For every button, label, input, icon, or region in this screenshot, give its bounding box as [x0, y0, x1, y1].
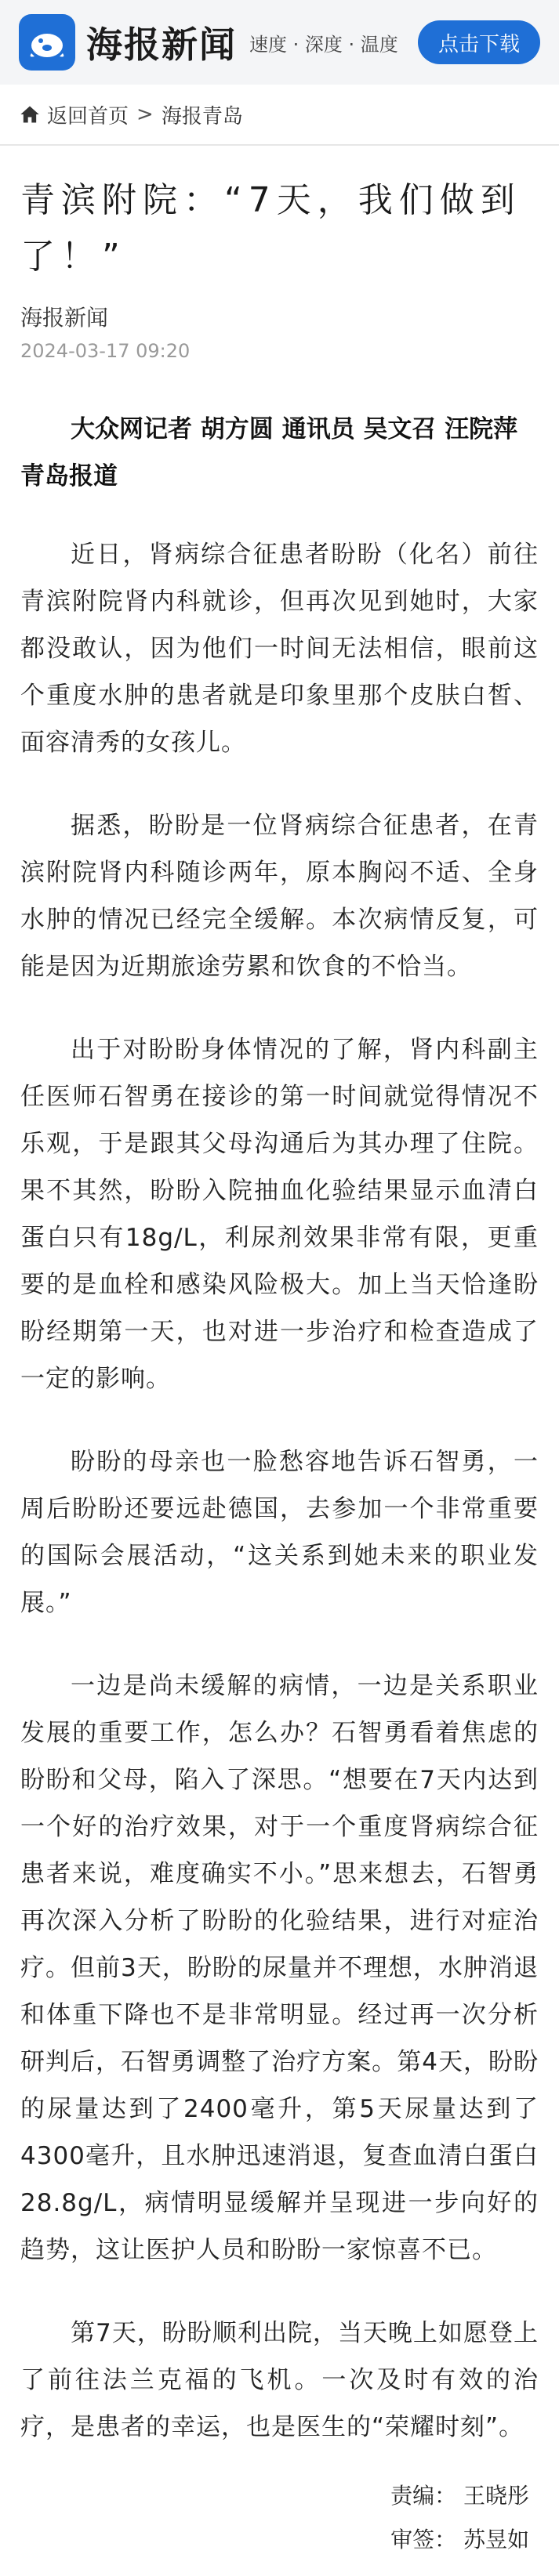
article-paragraph: 盼盼的母亲也一脸愁容地告诉石智勇，一周后盼盼还要远赴德国，去参加一个非常重要的国际会展活动，“这关系到她未来的职业发展。” — [20, 1448, 539, 1617]
article-paragraph: 一边是尚未缓解的病情，一边是关系职业发展的重要工作，怎么办？石智勇看着焦虑的盼盼和父母，陷入了深思。“想要在7天内达到一个好的治疗效果，对于一个重度肾病综合征患者来说，难度确实不小。”思来想去，石智勇再次深入分析了盼盼的化验结果，进行对症治疗。但前3天，盼盼的尿量并不理想，水肿消退和体重下降也不是非常明显。经过再一次分析研判后，石智勇调整了治疗方案。第4天，盼盼的尿量达到了2400毫升，第5天尿量达到了4300毫升，且水肿迅速消退，复查血清白蛋白28.8g/L，病情明显缓解并呈现进一步向好的趋势，这让医护人员和盼盼一家惊喜不已。 — [20, 1672, 539, 2264]
article-date: 2024-03-17 09:20 — [20, 340, 191, 362]
app-banner — [0, 0, 559, 85]
byline-dateline: 青岛报道 — [20, 462, 118, 490]
breadcrumb-channel-link[interactable]: 海报青岛 — [161, 104, 243, 128]
article-paragraph: 第7天，盼盼顺利出院，当天晚上如愿登上了前往法兰克福的飞机。一次及时有效的治疗，是患者的幸运，也是医生的“荣耀时刻”。 — [20, 2319, 539, 2441]
breadcrumb — [0, 85, 559, 146]
reviewer-credit: 审签： 苏昱如 — [390, 2527, 529, 2552]
breadcrumb-separator: > — [136, 103, 154, 126]
article-paragraph: 近日，肾病综合征患者盼盼（化名）前往青滨附院肾内科就诊，但再次见到她时，大家都没敢认，因为他们一时间无法相信，眼前这个重度水肿的患者就是印象里那个皮肤白皙、面容清秀的女孩儿。 — [20, 541, 539, 757]
download-app-button[interactable]: 点击下载 — [418, 20, 540, 64]
article-paragraph: 据悉，盼盼是一位肾病综合征患者，在青滨附院肾内科随诊两年，原本胸闷不适、全身水肿的情况已经完全缓解。本次病情反复，可能是因为近期旅途劳累和饮食的不恰当。 — [20, 812, 539, 981]
article-byline — [20, 406, 539, 500]
editor-credit: 责编： 王晓彤 — [390, 2483, 529, 2509]
article — [0, 172, 559, 2562]
app-brand-name: 海报新闻 — [86, 24, 237, 66]
byline-reporters: 大众网记者 胡方圆 通讯员 吴文召 汪院萍 — [71, 415, 518, 443]
breadcrumb-home-link[interactable]: 返回首页 — [47, 104, 129, 128]
article-title: 青滨附院：“7天，我们做到了！” — [20, 180, 521, 277]
home-icon[interactable] — [19, 103, 41, 125]
article-credits — [20, 2474, 539, 2562]
article-paragraph: 出于对盼盼身体情况的了解，肾内科副主任医师石智勇在接诊的第一时间就觉得情况不乐观，于是跟其父母沟通后为其办理了住院。果不其然，盼盼入院抽血化验结果显示血清白蛋白只有18g/L，利尿剂效果非常有限，更重要的是血栓和感染风险极大。加上当天恰逢盼盼经期第一天，也对进一步治疗和检查造成了一定的影响。 — [20, 1036, 539, 1393]
seal-icon — [27, 25, 67, 60]
seal-logo-icon — [19, 14, 75, 71]
article-source[interactable]: 海报新闻 — [20, 305, 109, 331]
app-slogan: 速度 · 深度 · 温度 — [249, 33, 398, 56]
